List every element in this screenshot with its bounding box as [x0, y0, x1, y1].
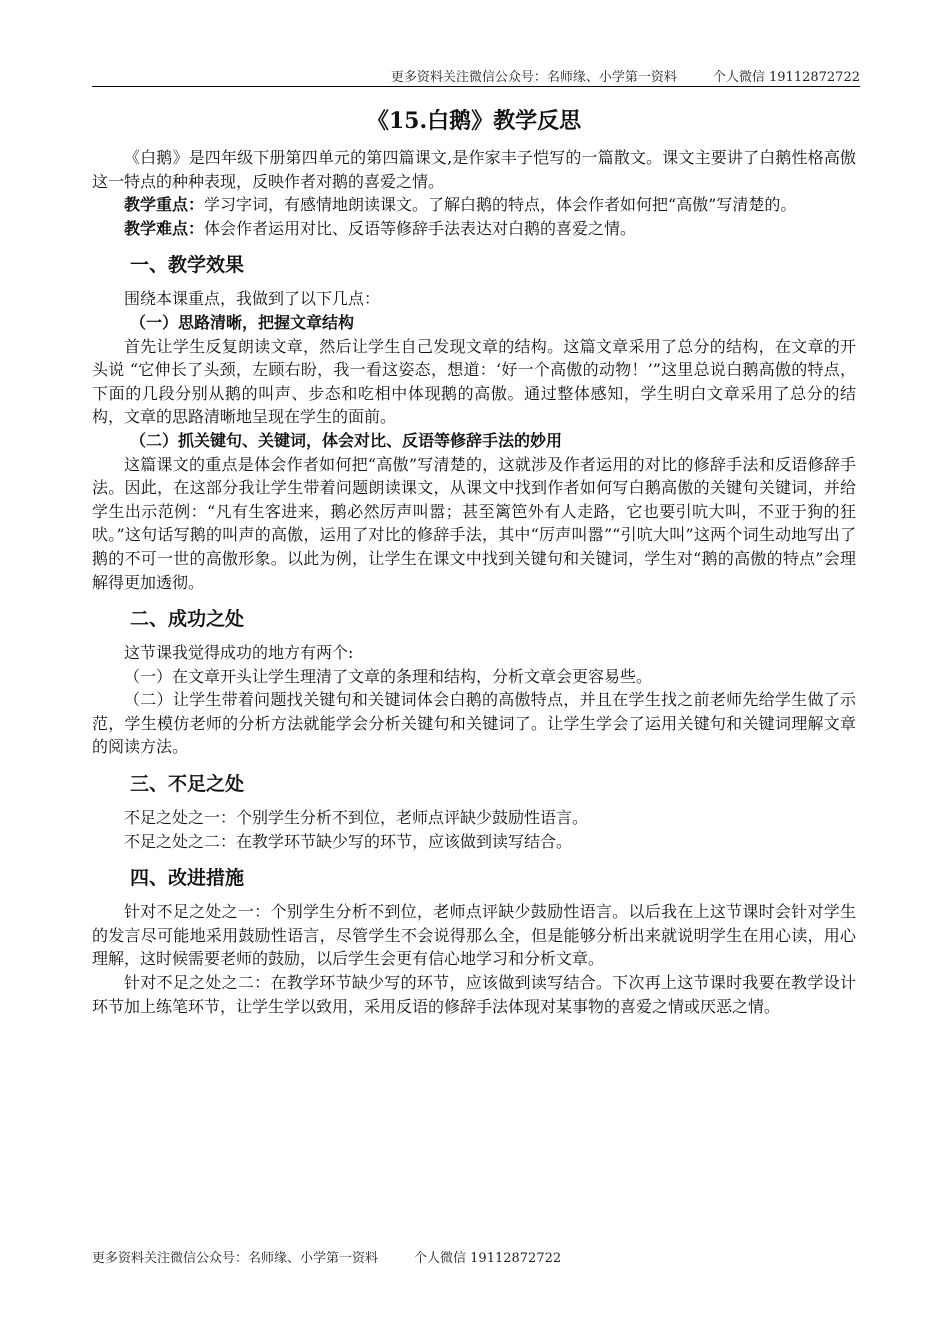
header-wechat-public: 更多资料关注微信公众号：名师缘、小学第一资料: [390, 70, 677, 85]
shortcoming-item-1: 不足之处之一：个别学生分析不到位，老师点评缺少鼓励性语言。: [124, 808, 589, 828]
section-heading-shortcomings: 三、不足之处: [130, 773, 245, 796]
section-success-lead: 这节课我觉得成功的地方有两个:: [124, 643, 354, 663]
section-effect-lead: 围绕本课重点，我做到了以下几点：: [124, 289, 381, 309]
footer-personal-wechat: 个人微信 19112872722: [414, 1251, 562, 1266]
paragraph-structure: 首先让学生反复朗读文章，然后让学生自己发现文章的结构。这篇文章采用了总分的结构，在文章的开头说 “它伸长了头颈，左顾右盼，我一看这姿态，想道：‘好一个高傲的动物！’”这里总说白鹅高傲的特点，下面的几段分别从鹅的叫声、步态和吃相中体现鹅的高傲。通过整体感知，学生明白文章采用了总分的结构，文章的思路清晰地呈现在学生的面前。: [92, 336, 856, 427]
subheading-key-sentences: （二）抓关键句、关键词，体会对比、反语等修辞手法的妙用: [130, 430, 563, 450]
page-footer: [92, 1247, 561, 1266]
teaching-focus-label: 教学重点：: [124, 195, 205, 215]
teaching-difficulty-text: 体会作者运用对比、反语等修辞手法表达对白鹅的喜爱之情。: [204, 218, 637, 238]
document-title: 《15.白鹅》教学反思: [366, 108, 582, 134]
section-heading-success: 二、成功之处: [130, 608, 245, 631]
improvement-paragraph-2: 针对不足之处之二：在教学环节缺少写的环节，应该做到读写结合。下次再上这节课时我要在教学设计环节加上练笔环节，让学生学以致用，采用反语的修辞手法体现对某事物的喜爱之情或厌恶之情。: [92, 973, 856, 1016]
teaching-focus: [92, 193, 856, 217]
shortcoming-item-2: 不足之处之二：在教学环节缺少写的环节，应该做到读写结合。: [124, 831, 573, 851]
improvement-paragraph-1: 针对不足之处之一：个别学生分析不到位，老师点评缺少鼓励性语言。以后我在上这节课时会针对学生的发言尽可能地采用鼓励性语言，尽管学生不会说得那么全，但是能够分析出来就说明学生在用心读，用心理解，这时候需要老师的鼓励，以后学生会更有信心地学习和分析文章。: [92, 902, 856, 969]
document-body: [92, 104, 856, 1018]
paragraph-key-sentences: 这篇课文的重点是体会作者如何把“高傲”写清楚的，这就涉及作者运用的对比的修辞手法和反语修辞手法。因此，在这部分我让学生带着问题朗读课文，从课文中找到作者如何写白鹅高傲的关键句关键词，并给学生出示范例：“凡有生客进来，鹅必然厉声叫嚣；甚至篱笆外有人走路，它也要引吭大叫，不亚于狗的狂吠。”这句话写鹅的叫声的高傲，运用了对比的修辞手法，其中“厉声叫嚣”“引吭大叫”这两个词生动地写出了鹅的不可一世的高傲形象。以此为例，让学生在课文中找到关键句和关键词，学生对“鹅的高傲的特点”会理解得更加透彻。: [92, 454, 856, 592]
page-header: [92, 66, 860, 85]
intro-paragraph: 《白鹅》是四年级下册第四单元的第四篇课文,是作家丰子恺写的一篇散文。课文主要讲了白鹅性格高傲这一特点的种种表现，反映作者对鹅的喜爱之情。: [92, 148, 856, 191]
section-heading-improvements: 四、改进措施: [130, 867, 245, 890]
footer-wechat-public: 更多资料关注微信公众号：名师缘、小学第一资料: [92, 1251, 379, 1266]
subheading-structure: （一）思路清晰，把握文章结构: [130, 312, 355, 332]
header-divider: [92, 86, 860, 87]
teaching-difficulty: [92, 217, 856, 241]
header-personal-wechat: 个人微信 19112872722: [712, 70, 860, 85]
teaching-difficulty-label: 教学难点：: [124, 218, 205, 238]
success-item-1: （一）在文章开头让学生理清了文章的条理和结构，分析文章会更容易些。: [124, 666, 653, 686]
success-item-2: （二）让学生带着问题找关键句和关键词体会白鹅的高傲特点，并且在学生找之前老师先给学生做了示范，学生模仿老师的分析方法就能学会分析关键句和关键词了。让学生学会了运用关键句和关键词理解文章的阅读方法。: [92, 690, 856, 757]
section-heading-effect: 一、教学效果: [130, 254, 245, 277]
teaching-focus-text: 学习字词，有感情地朗读课文。了解白鹅的特点，体会作者如何把“高傲”写清楚的。: [204, 195, 797, 215]
